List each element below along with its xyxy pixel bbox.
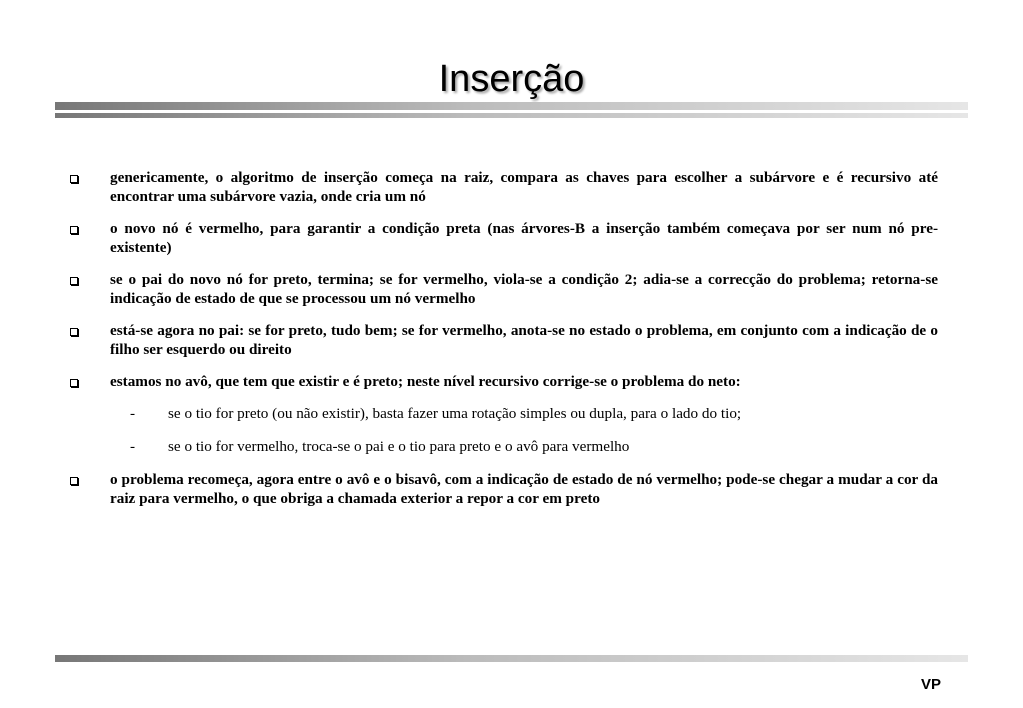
bullet-item <box>70 270 938 308</box>
sub-bullet-text: se o tio for vermelho, troca-se o pai e o tio para preto e o avô para vermelho <box>168 438 630 455</box>
bullet-text: o problema recomeça, agora entre o avô e o bisavô, com a indicação de estado de nó vermelho; pode-se chegar a mudar a cor da raiz para vermelho, o que obriga a chamada exterior a repor a cor em preto <box>110 471 938 507</box>
sub-bullet-item <box>70 437 938 456</box>
square-bullet-icon <box>70 277 78 285</box>
bullet-item <box>70 168 938 206</box>
square-bullet-icon <box>70 328 78 336</box>
title-divider-lower <box>55 113 968 118</box>
bullet-text: está-se agora no pai: se for preto, tudo bem; se for vermelho, anota-se no estado o problema, em conjunto com a indicação de o filho ser esquerdo ou direito <box>110 322 938 358</box>
sub-bullet-text: se o tio for preto (ou não existir), basta fazer uma rotação simples ou dupla, para o lado do tio; <box>168 405 742 422</box>
bullet-text: genericamente, o algoritmo de inserção começa na raiz, compara as chaves para escolher a subárvore e é recursivo até encontrar uma subárvore vazia, onde cria um nó <box>110 169 938 205</box>
footer-divider <box>55 655 968 662</box>
footer-initials: VP <box>920 676 941 693</box>
dash-marker: - <box>130 405 136 422</box>
bullet-text: se o pai do novo nó for preto, termina; se for vermelho, viola-se a condição 2; adia-se a correcção do problema; retorna-se indicação de estado de que se processou um nó vermelho <box>110 271 938 307</box>
square-bullet-icon <box>70 175 78 183</box>
bullet-item <box>70 470 938 508</box>
dash-marker: - <box>130 438 136 455</box>
square-bullet-icon <box>70 477 78 485</box>
slide-title: Inserção <box>438 58 585 100</box>
square-bullet-icon <box>70 226 78 234</box>
sub-bullet-item <box>70 404 938 423</box>
bullet-item <box>70 219 938 257</box>
bullet-text: o novo nó é vermelho, para garantir a condição preta (nas árvores-B a inserção também começava por ser num nó pre-existente) <box>110 220 938 256</box>
bullet-text: estamos no avô, que tem que existir e é preto; neste nível recursivo corrige-se o problema do neto: <box>110 373 741 390</box>
bullet-item <box>70 321 938 359</box>
square-bullet-icon <box>70 379 78 387</box>
title-divider-upper <box>55 102 968 110</box>
bullet-item <box>70 372 938 391</box>
slide-body <box>70 168 938 521</box>
